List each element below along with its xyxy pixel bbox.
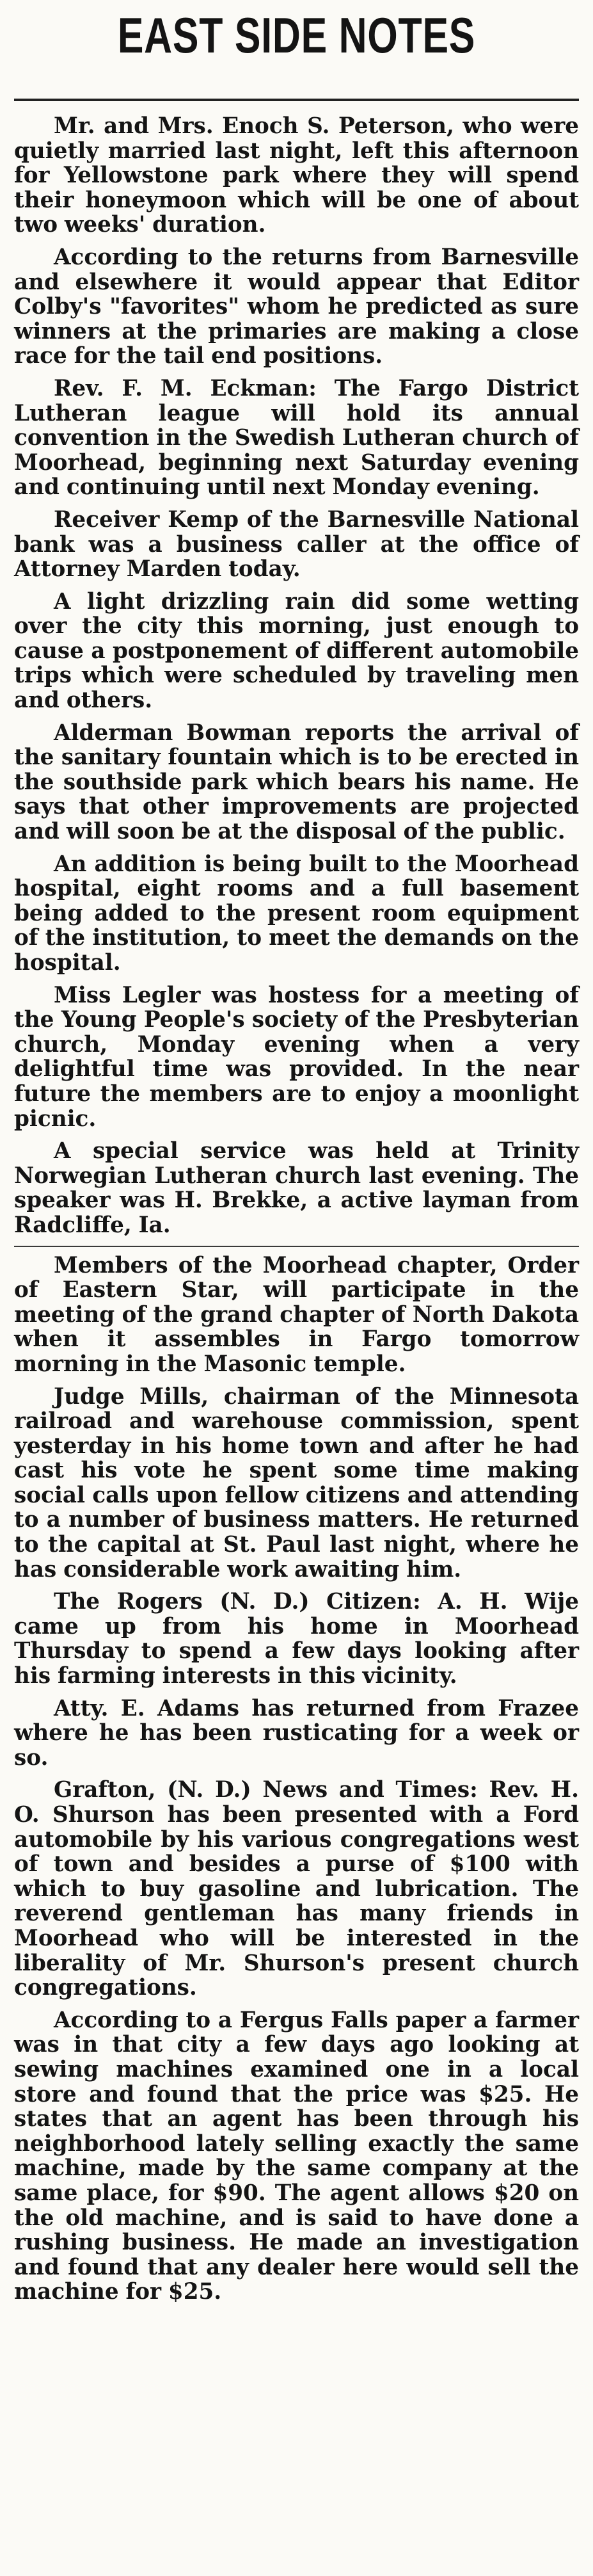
news-item: A special service was held at Trinity Norwegian Lutheran church last evening. The speaker was H. Brekke, a active layman from Radcliffe, Ia. <box>14 1138 579 1238</box>
news-item: The Rogers (N. D.) Citizen: A. H. Wije came up from his home in Moorhead Thursday to spend a few days looking after his farming interests in this vicinity. <box>14 1589 579 1689</box>
section-divider <box>14 1246 579 1247</box>
news-item: Rev. F. M. Eckman: The Fargo District Lutheran league will hold its annual convention in the Swedish Lutheran church of Moorhead, beginning next Saturday evening and continuing until next Monday evening. <box>14 375 579 501</box>
news-item: According to the returns from Barnesville and elsewhere it would appear that Editor Colby's "favorites" whom he predicted as sure winners at the primaries are making a close race for the tail end positions. <box>14 244 579 369</box>
news-item: An addition is being built to the Moorhead hospital, eight rooms and a full basement being added to the present room equipment of the institution, to meet the demands on the hospital. <box>14 851 579 976</box>
news-item: According to a Fergus Falls paper a farmer was in that city a few days ago looking at sewing machines examined one in a local store and found that the price was $25. He states that an agent has been through his neighborhood lately selling exactly the same machine, made by the same company at the same place, for $90. The agent allows $20 on the old machine, and is said to have done a rushing business. He made an investigation and found that any dealer here would sell the machine for $25. <box>14 2007 579 2305</box>
news-item: Members of the Moorhead chapter, Order of Eastern Star, will participate in the meeting of the grand chapter of North Dakota when it assembles in Fargo tomorrow morning in the Masonic temple. <box>14 1252 579 1377</box>
news-item: Mr. and Mrs. Enoch S. Peterson, who were quietly married last night, left this afternoon for Yellowstone park where they will spend their honeymoon which will be one of about two weeks' duration. <box>14 113 579 238</box>
news-item: Alderman Bowman reports the arrival of the sanitary fountain which is to be erected in the southside park which bears his name. He says that other improvements are projected and will soon be at the disposal of the public. <box>14 720 579 845</box>
news-item: Miss Legler was hostess for a meeting of the Young People's society of the Presbyterian church, Monday evening when a very delightful time was provided. In the near future the members are to enjoy a moonlight picnic. <box>14 982 579 1132</box>
news-item: A light drizzling rain did some wetting over the city this morning, just enough to cause a postponement of different automobile trips which were scheduled by traveling men and others. <box>14 588 579 714</box>
news-item: Judge Mills, chairman of the Minnesota railroad and warehouse commission, spent yesterday in his home town and after he had cast his vote he spent some time making social calls upon fellow citizens and attending to a number of business matters. He returned to the capital at St. Paul last night, where he has considerable work awaiting him. <box>14 1383 579 1582</box>
news-items <box>14 114 579 2305</box>
news-item: Receiver Kemp of the Barnesville National bank was a business caller at the office of Attorney Marden today. <box>14 506 579 583</box>
news-item: Atty. E. Adams has returned from Frazee where he has been rusticating for a week or so. <box>14 1695 579 1771</box>
news-item: Grafton, (N. D.) News and Times: Rev. H. O. Shurson has been presented with a Ford automobile by his various congregations west of town and besides a purse of $100 with which to buy gasoline and lubrication. The reverend gentleman has many friends in Moorhead who will be interested in the liberality of Mr. Shurson's present church congregations. <box>14 1777 579 2001</box>
headline-rule <box>14 99 579 101</box>
headline: EAST SIDE NOTES <box>117 7 476 63</box>
